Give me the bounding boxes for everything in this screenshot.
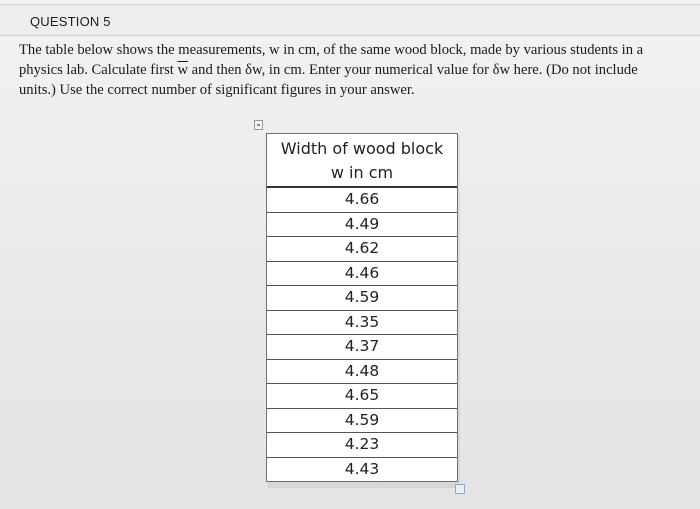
table-row [267,237,457,262]
table-header-row [267,134,457,187]
table-cell: 4.62 [267,237,457,262]
question-header [0,4,700,36]
table-cell: 4.46 [267,261,457,286]
table-row [267,359,457,384]
table-cell: 4.49 [267,212,457,237]
prompt-line-3: units.) Use the correct number of significant figures in your answer. [19,82,415,98]
table-cell: 4.43 [344,459,380,478]
image-resize-handle[interactable] [455,484,465,494]
table-row [267,212,457,237]
table-row [267,384,457,409]
table-row [267,408,457,433]
table-row [267,457,457,481]
table-cell: 4.23 [267,433,457,458]
table-cell: 4.59 [267,408,457,433]
table-cell: 4.35 [267,310,457,335]
image-placeholder-icon [254,120,263,130]
table-row [267,310,457,335]
table-header-title: Width of wood block [280,139,444,158]
table-header-unit: w in cm [330,163,394,182]
prompt-line-2-rest: and then δw, in cm. Enter your numerical value for δw here. (Do not include [188,62,638,78]
prompt-line-2 [19,60,687,80]
question-prompt [19,40,687,100]
table-row [267,286,457,311]
table-row [267,335,457,360]
measurement-table [267,134,457,481]
measurement-table-image [266,133,458,482]
table-cell: 4.48 [267,359,457,384]
w-bar-symbol: $\overline{w}$ [177,62,189,78]
prompt-line-1: The table below shows the measurements, w in cm, of the same wood block, made by various students in a [19,42,644,58]
table-cell: 4.59 [267,286,457,311]
prompt-line-2-start: physics lab. Calculate first [19,62,178,78]
table-row [267,187,457,212]
table-cell: 4.65 [267,384,457,409]
table-header [267,134,457,187]
question-title: QUESTION 5 [30,14,111,29]
table-row [267,433,457,458]
table-cell: 4.66 [267,187,457,212]
table-cell: 4.37 [267,335,457,360]
table-row [267,261,457,286]
